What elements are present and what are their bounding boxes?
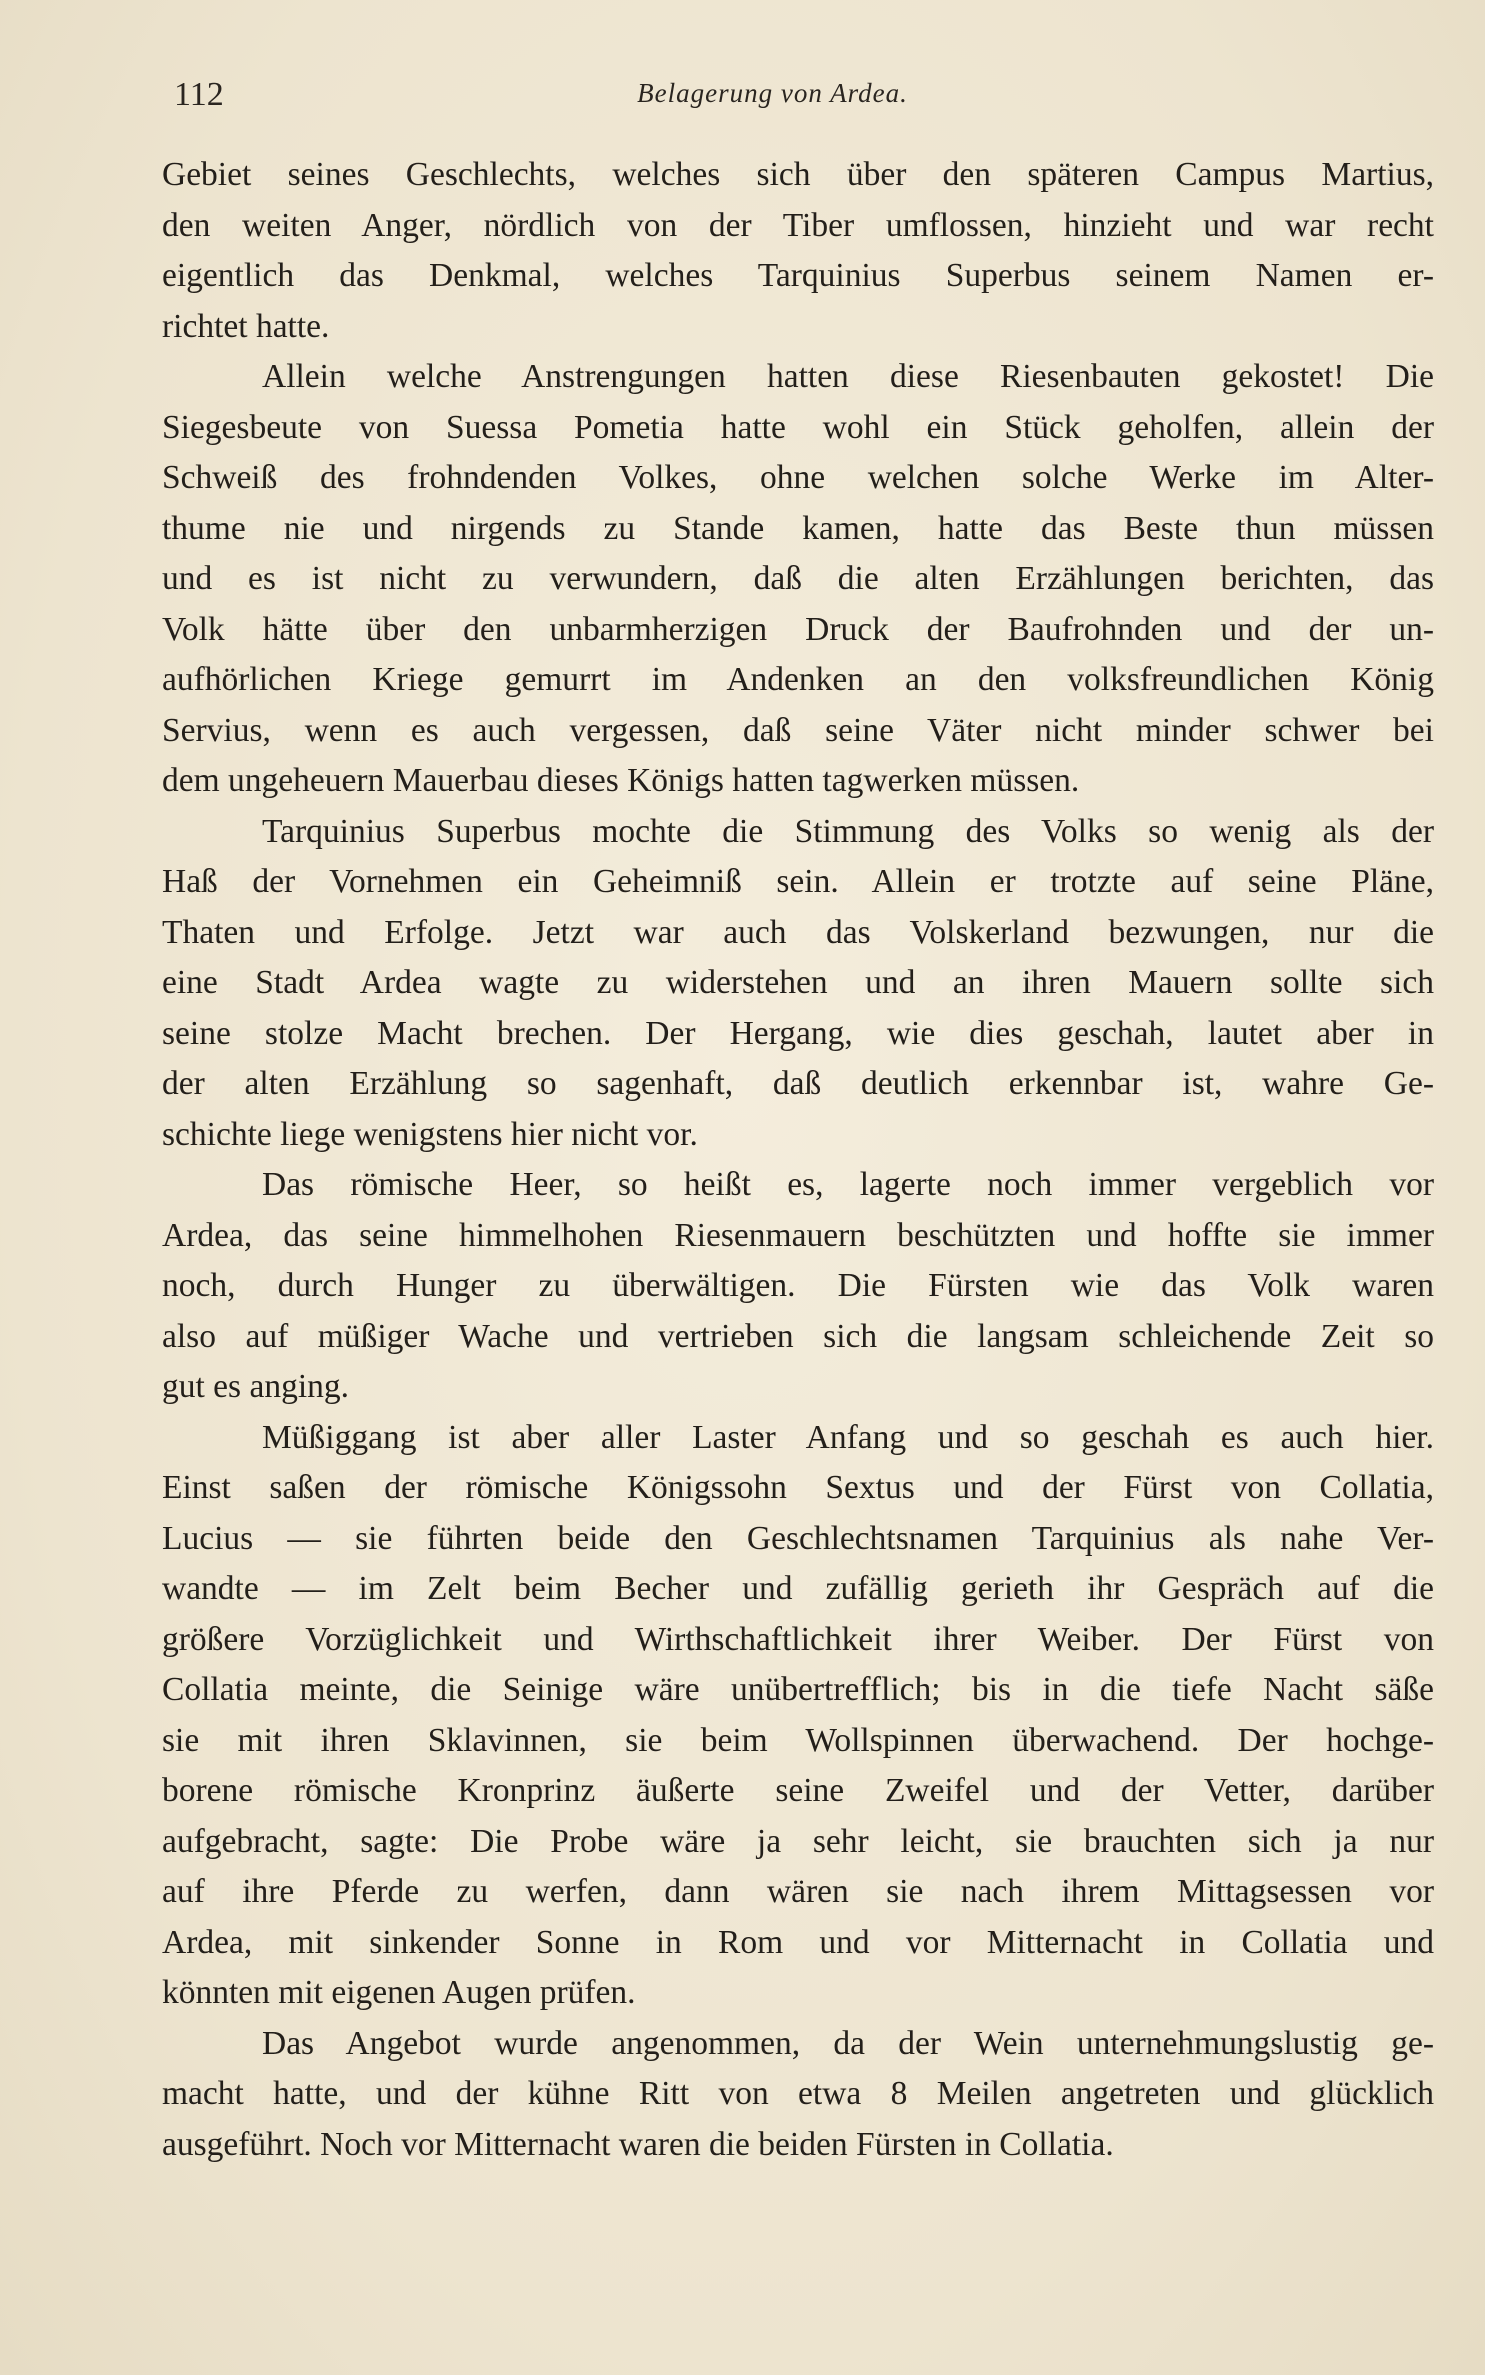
text-line: Allein welche Anstrengungen hatten diese Riesenbauten gekostet! Die bbox=[262, 358, 1434, 395]
text-line: seine stolze Macht brechen. Der Hergang, wie dies geschah, lautet aber in bbox=[162, 1014, 1434, 1052]
text-line: Ardea, mit sinkender Sonne in Rom und vor Mitternacht in Collatia und bbox=[162, 1923, 1434, 1961]
text-line: Volk hätte über den unbarmherzigen Druck der Baufrohnden und der un- bbox=[162, 610, 1434, 648]
text-line: Schweiß des frohndenden Volkes, ohne welchen solche Werke im Alter- bbox=[162, 459, 1434, 496]
text-line: sie mit ihren Sklavinnen, sie beim Wollspinnen überwachend. Der hochge- bbox=[162, 1721, 1434, 1759]
text-line: Collatia meinte, die Seinige wäre unübertrefflich; bis in die tiefe Nacht säße bbox=[162, 1671, 1434, 1708]
text-line: Müßiggang ist aber aller Laster Anfang und so geschah es auch hier. bbox=[262, 1418, 1434, 1456]
paragraph bbox=[162, 352, 1434, 807]
text-line: aufgebracht, sagte: Die Probe wäre ja sehr leicht, sie brauchten sich ja nur bbox=[162, 1822, 1434, 1860]
text-line: dem ungeheuern Mauerbau dieses Königs hatten tagwerken müssen. bbox=[162, 762, 1080, 799]
text-line: größere Vorzüglichkeit und Wirthschaftlichkeit ihrer Weiber. Der Fürst von bbox=[162, 1620, 1434, 1658]
text-line: ausgeführt. Noch vor Mitternacht waren die beiden Fürsten in Collatia. bbox=[162, 2125, 1114, 2163]
text-line: thume nie und nirgends zu Stande kamen, hatte das Beste thun müssen bbox=[162, 509, 1434, 547]
text-line: Einst saßen der römische Königssohn Sextus und der Fürst von Collatia, bbox=[162, 1469, 1434, 1506]
text-line: schichte liege wenigstens hier nicht vor. bbox=[162, 1115, 698, 1153]
text-line: der alten Erzählung so sagenhaft, daß deutlich erkennbar ist, wahre Ge- bbox=[162, 1065, 1434, 1102]
page-header bbox=[160, 70, 1385, 130]
text-line: also auf müßiger Wache und vertrieben sich die langsam schleichende Zeit so bbox=[162, 1317, 1434, 1355]
text-line: noch, durch Hunger zu überwältigen. Die Fürsten wie das Volk waren bbox=[162, 1267, 1434, 1304]
text-line: Servius, wenn es auch vergessen, daß seine Väter nicht minder schwer bei bbox=[162, 711, 1434, 749]
text-line: wandte — im Zelt beim Becher und zufällig gerieth ihr Gespräch auf die bbox=[162, 1570, 1434, 1607]
paragraph bbox=[162, 2019, 1434, 2171]
paragraph bbox=[162, 1413, 1434, 2019]
text-line: und es ist nicht zu verwundern, daß die alten Erzählungen berichten, das bbox=[162, 560, 1434, 597]
text-line: aufhörlichen Kriege gemurrt im Andenken an den volksfreundlichen König bbox=[162, 661, 1434, 698]
text-line: Lucius — sie führten beide den Geschlechtsnamen Tarquinius als nahe Ver- bbox=[162, 1519, 1434, 1557]
text-line: eine Stadt Ardea wagte zu widerstehen und an ihren Mauern sollte sich bbox=[162, 964, 1434, 1001]
text-line: den weiten Anger, nördlich von der Tiber umflossen, hinzieht und war recht bbox=[162, 206, 1434, 244]
text-line: könnten mit eigenen Augen prüfen. bbox=[162, 1974, 636, 2011]
paragraph bbox=[162, 150, 1434, 352]
page-number: 112 bbox=[174, 76, 224, 113]
text-line: auf ihre Pferde zu werfen, dann wären sie nach ihrem Mittagsessen vor bbox=[162, 1873, 1434, 1910]
text-line: Thaten und Erfolge. Jetzt war auch das Volskerland bezwungen, nur die bbox=[162, 913, 1434, 951]
text-line: richtet hatte. bbox=[162, 307, 330, 345]
running-head: Belagerung von Ardea. bbox=[637, 78, 908, 108]
text-line: Haß der Vornehmen ein Geheimniß sein. Allein er trotzte auf seine Pläne, bbox=[162, 863, 1434, 900]
text-line: gut es anging. bbox=[162, 1368, 350, 1405]
text-line: Das römische Heer, so heißt es, lagerte noch immer vergeblich vor bbox=[262, 1166, 1434, 1203]
body-text bbox=[162, 150, 1434, 2170]
text-line: Ardea, das seine himmelhohen Riesenmauern beschützten und hoffte sie immer bbox=[162, 1216, 1434, 1254]
text-line: macht hatte, und der kühne Ritt von etwa 8 Meilen angetreten und glücklich bbox=[162, 2075, 1434, 2112]
paragraph bbox=[162, 807, 1434, 1161]
text-line: borene römische Kronprinz äußerte seine Zweifel und der Vetter, darüber bbox=[162, 1772, 1434, 1809]
text-line: Das Angebot wurde angenommen, da der Wein unternehmungslustig ge- bbox=[262, 2024, 1434, 2062]
text-line: Gebiet seines Geschlechts, welches sich über den späteren Campus Martius, bbox=[162, 156, 1434, 193]
text-line: eigentlich das Denkmal, welches Tarquinius Superbus seinem Namen er- bbox=[162, 257, 1434, 294]
text-line: Siegesbeute von Suessa Pometia hatte wohl ein Stück geholfen, allein der bbox=[162, 408, 1434, 446]
paragraph bbox=[162, 1160, 1434, 1413]
text-line: Tarquinius Superbus mochte die Stimmung des Volks so wenig als der bbox=[262, 812, 1434, 850]
